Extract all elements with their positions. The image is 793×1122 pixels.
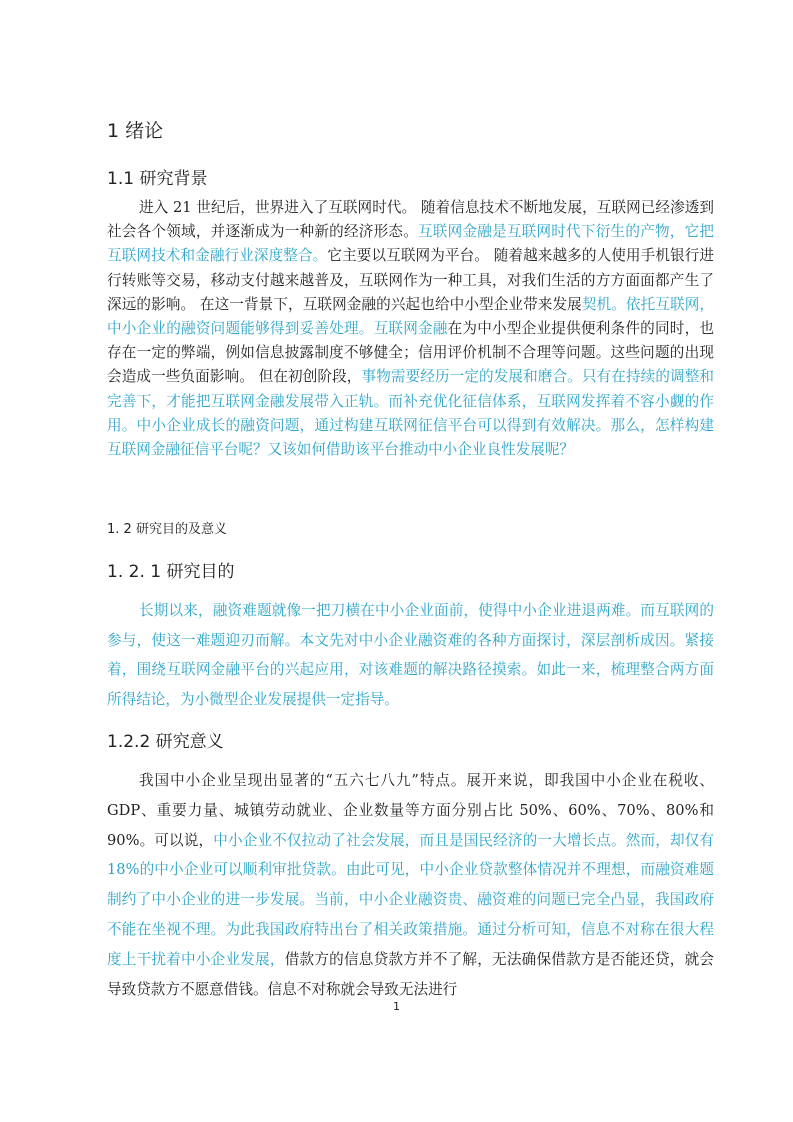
section-heading-1-1: 1.1 研究背景 [107,169,208,189]
paragraph-purpose [107,596,714,714]
para-3-segment: 借款方的信息贷款方并不了解，无法确保借款方是否能还贷，就会导致贷款方不愿意借钱。信息不对称就会导致无法进行 [107,950,714,998]
para-1-segment: 契机。依托互联网，中小企业的融资问题能够得到妥善处理。互联网金融 [107,295,714,338]
para-3-segment: 中小企业不仅拉动了社会发展，而且是国民经济的一大增长点。然而，却仅有 18%的中小企业可以顺利审批贷款。由此可见，中小企业贷款整体情况并不理想，而融资难题制约了中小企业的进一步发展。当前，中小企业融资贵、融资难的问题已完全凸显，我国政府不能在坐视不理。为此我国政府特出台了相关政策措施。通过分析可知，信息不对称在很大程度上干扰着中小企业发展， [107,831,715,968]
para-1-segment: 事物需要经历一定的发展和磨合。只有在持续的调整和完善下，才能把互联网金融发展带入正轨。而补充优化征信体系，互联网发挥着不容小觑的作用。中小企业成长的融资问题，通过构建互联网征信平台可以得到有效解决。那么，怎样构建互联网金融征信平台呢？又该如何借助该平台推动中小企业良性发展呢？ [107,368,714,459]
paragraph-background [107,196,714,462]
para-2-segment: 长期以来，融资难题就像一把刀横在中小企业面前，使得中小企业进退两难。而互联网的参与，使这一难题迎刃而解。本文先对中小企业融资难的各种方面探讨，深层剖析成因。紧接着，围绕互联网金融平台的兴起应用，对该难题的解决路径摸索。如此一来，梳理整合两方面所得结论，为小微型企业发展提供一定指导。 [107,602,714,708]
para-1-segment: 互联网金融是互联网时代下衍生的产物，它把互联网技术和金融行业深度整合。 [107,223,714,265]
para-1-segment: 进入 21 世纪后，世界进入了互联网时代。 随着信息技术不断地发展，互联网已经渗透到社会各个领域，并逐渐成为一种新的经济形态。 [107,199,714,241]
section-heading-1-2: 1. 2 研究目的及意义 [107,522,227,537]
para-3-segment: 我国中小企业呈现出显著的“五六七八九”特点。展开来说，即我国中小企业在税收、GDP、重要力量、城镇劳动就业、企业数量等方面分别占比 50%、60%、70%、80%和 90%。可以说， [107,772,714,849]
paragraph-significance [107,766,714,1004]
chapter-heading: 1 绪论 [107,120,164,142]
page-number: 1 [393,1000,400,1013]
para-1-segment: 它主要以互联网为平台。 随着越来越多的人使用手机银行进行转账等交易，移动支付越来越普及，互联网作为一种工具，对我们生活的方方面面都产生了深远的影响。 在这一背景下，互联网金融的兴起也给中小型企业带来发展 [107,247,714,313]
section-heading-1-2-2: 1.2.2 研究意义 [107,732,224,752]
para-1-segment: 在为中小型企业提供便利条件的同时，也存在一定的弊端，例如信息披露制度不够健全；信用评价机制不合理等问题。这些问题的出现会造成一些负面影响。 但在初创阶段， [107,320,714,386]
section-heading-1-2-1: 1. 2. 1 研究目的 [107,562,235,582]
